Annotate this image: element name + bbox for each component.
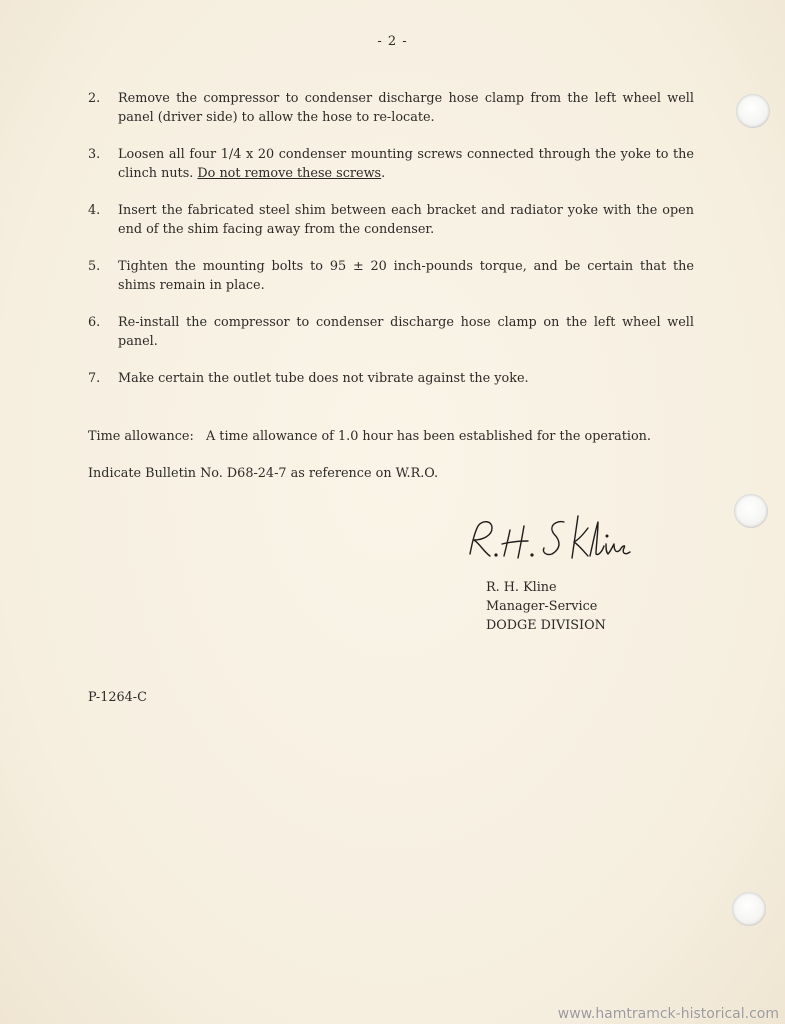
step-number: 3. xyxy=(88,147,101,162)
step-5 xyxy=(88,258,694,295)
step-text-end: . xyxy=(381,165,386,181)
step-2 xyxy=(88,90,694,127)
step-number: 6. xyxy=(88,315,101,330)
form-number: P-1264-C xyxy=(88,690,147,705)
signer-name: R. H. Kline xyxy=(486,580,557,595)
signer-title: Manager-Service xyxy=(486,599,598,614)
step-number: 5. xyxy=(88,259,101,274)
step-text-underlined: Do not remove these screws xyxy=(197,165,382,181)
punch-hole-top xyxy=(736,94,770,128)
step-3 xyxy=(88,146,694,183)
website-watermark: www.hamtramck-historical.com xyxy=(557,1006,779,1022)
step-number: 7. xyxy=(88,371,101,386)
step-number: 4. xyxy=(88,203,101,218)
punch-hole-bottom xyxy=(732,892,766,926)
step-text: Insert the fabricated steel shim between each bracket and radiator yoke with the open end of the shim facing away from the condenser. xyxy=(118,203,694,237)
instruction-steps xyxy=(88,90,694,389)
time-allowance: Time allowance: A time allowance of 1.0 hour has been established for the operation. xyxy=(88,429,651,444)
page-number: - 2 - xyxy=(377,34,408,49)
step-number: 2. xyxy=(88,91,101,106)
step-text: Remove the compressor to condenser discharge hose clamp from the left wheel well panel (driver side) to allow the hose to re-locate. xyxy=(118,91,694,125)
bulletin-reference: Indicate Bulletin No. D68-24-7 as reference on W.R.O. xyxy=(88,466,439,481)
step-4 xyxy=(88,202,694,239)
step-text xyxy=(118,146,694,183)
step-text: Re-install the compressor to condenser discharge hose clamp on the left wheel well panel. xyxy=(118,315,694,349)
step-6 xyxy=(88,314,694,351)
step-7 xyxy=(88,370,694,389)
step-text-main: Loosen all four 1/4 x 20 condenser mounting screws connected through the yoke to the clinch nuts. xyxy=(118,147,694,181)
signature-block xyxy=(486,578,606,635)
step-text: Make certain the outlet tube does not vibrate against the yoke. xyxy=(118,371,529,386)
punch-hole-middle xyxy=(734,494,768,528)
signer-division: DODGE DIVISION xyxy=(486,618,606,633)
handwritten-signature xyxy=(456,508,636,570)
step-text: Tighten the mounting bolts to 95 ± 20 inch-pounds torque, and be certain that the shims remain in place. xyxy=(118,259,694,293)
